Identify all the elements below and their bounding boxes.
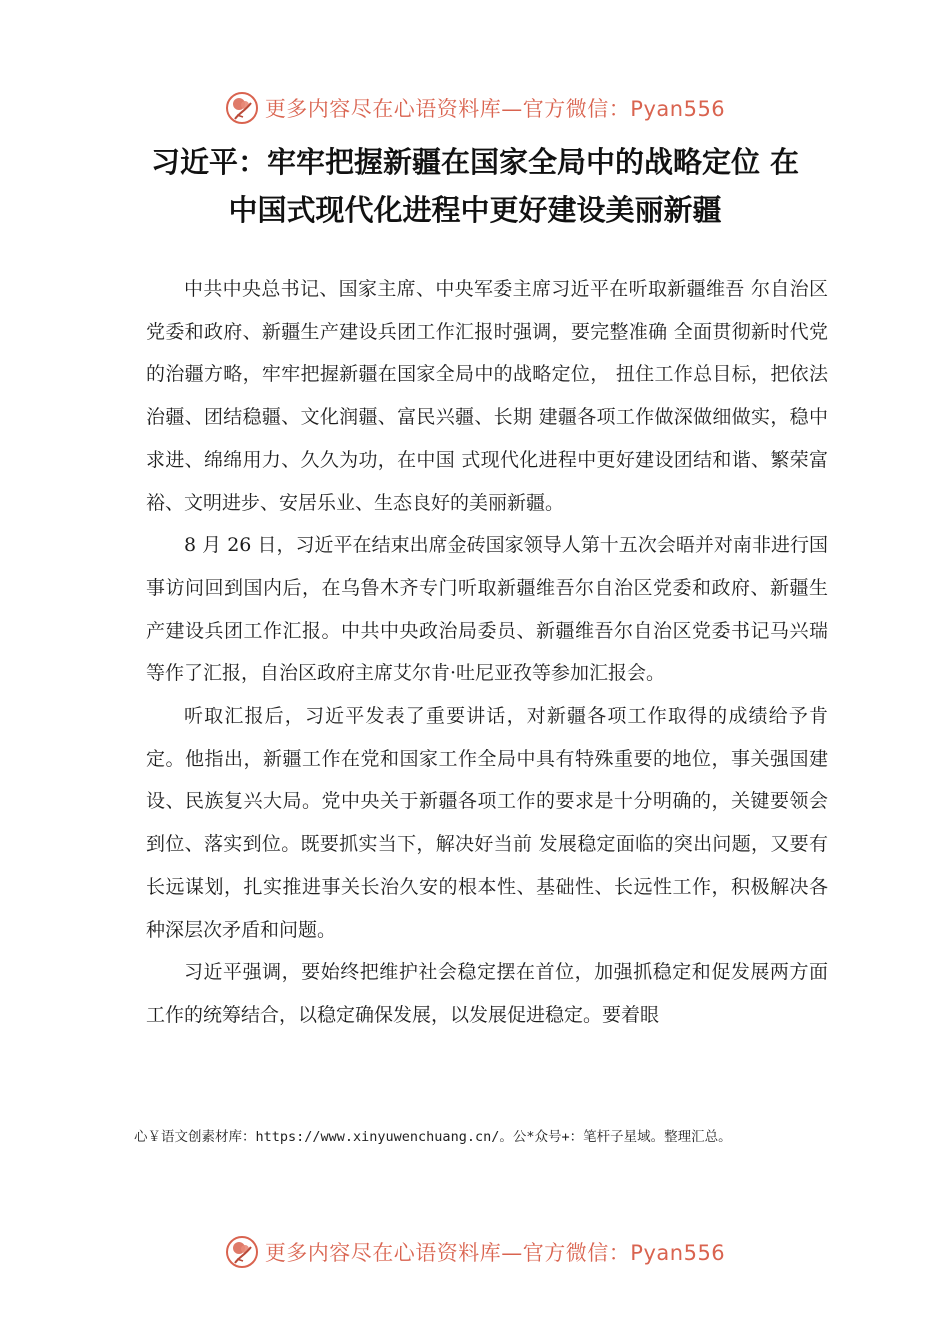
paragraph: 习近平强调，要始终把维护社会稳定摆在首位，加强抓稳定和促发展两方面工作的统筹结合，以稳定确保发展，以发展促进稳定。要着眼 (146, 961, 828, 1026)
watermark-text: 更多内容尽在心语资料库—官方微信：Pyan556 (264, 97, 726, 121)
paragraph: 听取汇报后，习近平发表了重要讲话，对新疆各项工作取得的成绩给予肯定。他指出，新疆工作在党和国家工作全局中具有特殊重要的地位，事关强国建设、民族复兴大局。党中央关于新疆各项工作的要求是十分明确的，关键要领会到位、落实到位。既要抓实当下，解决好当前 发展稳定面临的突出问题，又要有长远谋划，扎实推进事关长治久安的根本性、基础性、长远性工作，积极解决各种深层次矛盾和问题。 (146, 705, 828, 941)
watermark-footer (0, 1232, 950, 1272)
document-title (110, 138, 840, 234)
source-note: 心￥语文创素材库：https://www.xinyuwenchuang.cn/。公*众号+：笔杆子星域。整理汇总。 (134, 1129, 732, 1145)
paragraph: 8 月 26 日，习近平在结束出席金砖国家领导人第十五次会晤并对南非进行国事访问回到国内后，在乌鲁木齐专门听取新疆维吾尔自治区党委和政府、新疆生产建设兵团工作汇报。中共中央政治局委员、新疆维吾尔自治区党委书记马兴瑞等作了汇报，自治区政府主席艾尔肯·吐尼亚孜等参加汇报会。 (146, 534, 828, 685)
paragraph: 中共中央总书记、国家主席、中央军委主席习近平在听取新疆维吾 尔自治区党委和政府、新疆生产建设兵团工作汇报时强调，要完整准确 全面贯彻新时代党的治疆方略，牢牢把握新疆在国家全局中的战略定位， 扭住工作总目标，把依法治疆、团结稳疆、文化润疆、富民兴疆、长期 建疆各项工作做深做细做实，稳中求进、绵绵用力、久久为功，在中国 式现代化进程中更好建设团结和谐、繁荣富裕、文明进步、安居乐业、生态良好的美丽新疆。 (146, 278, 828, 514)
title-line-1: 习近平：牢牢把握新疆在国家全局中的战略定位 在 (150, 145, 800, 179)
watermark-text: 更多内容尽在心语资料库—官方微信：Pyan556 (264, 1241, 726, 1265)
title-line-2: 中国式现代化进程中更好建设美丽新疆 (228, 193, 722, 227)
flower-logo-icon (225, 1235, 259, 1269)
flower-logo-icon (225, 91, 259, 125)
document-body (146, 268, 828, 1037)
watermark-header (0, 88, 950, 128)
